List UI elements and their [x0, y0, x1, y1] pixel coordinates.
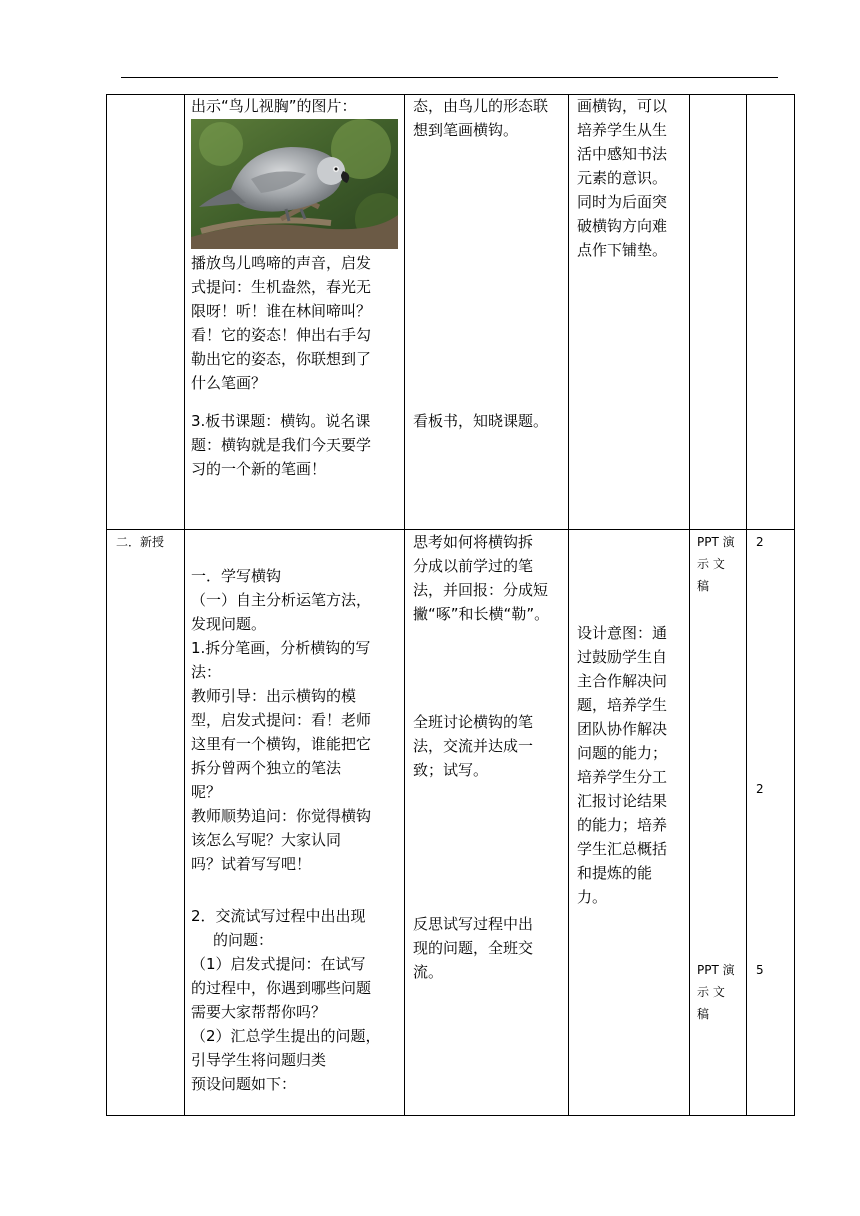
student-response-2: 全班讨论横钩的笔 法，交流并达成一 致；试写。	[413, 713, 534, 779]
student-activity: 态，由鸟儿的形态联 想到笔画横钩。	[413, 97, 549, 139]
column-divider	[746, 94, 747, 1116]
student-response-3: 反思试写过程中出 现的问题，全班交 流。	[413, 915, 534, 981]
table-border-bottom	[106, 1115, 795, 1116]
design-intent-2: 设计意图：通 过鼓励学生自 主合作解决问 题，培养学生 团队协作解决 问题的能力； 培养学生分工 汇报讨论结果 的能力；培养 学生汇总概括 和提炼的能 力。	[577, 624, 668, 906]
activity-step-3: 3.板书课题：横钩。说名课 题：横钩就是我们今天要学 习的一个新的笔画！	[191, 412, 372, 478]
table-border-right	[794, 94, 795, 1116]
activity-text: 播放鸟儿鸣啼的声音，启发 式提问：生机盎然，春光无 限呀！听！谁在林间啼叫？ 看！它的姿态！伸出右手勾 勒出它的姿态，你联想到了 什么笔画？	[191, 254, 372, 392]
table-border-left	[106, 94, 107, 1116]
media-ppt-2: PPT 演 示 文 稿	[697, 963, 735, 1021]
teacher-activity: 一．学写横钩 （一）自主分析运笔方法， 发现问题。 1.拆分笔画，分析横钩的写 法： 教师引导：出示横钩的模 型，启发式提问：看！老师 这里有一个横钩，谁能把它 拆分曾两个独立的笔法 呢？ 教师顺势追问：你觉得横钩 该怎么写呢？大家认同 吗？试着写写吧！	[191, 567, 372, 873]
column-divider	[184, 94, 185, 1116]
section-label: 二．新授	[116, 535, 165, 549]
teacher-activity-step-2: 2．交流试写过程中出出现 的问题： （1）启发式提问：在试写 的过程中，你遇到哪些问题 需要大家帮帮你吗？ （2）汇总学生提出的问题， 引导学生将问题归类 预设问题如下：	[191, 907, 381, 1093]
design-intent: 画横钩，可以 培养学生从生 活中感知书法 元素的意识。 同时为后面突 破横钩方向难 点作下铺垫。	[577, 97, 668, 259]
header-rule	[121, 77, 778, 78]
column-divider	[689, 94, 690, 1116]
time-minutes-2: 2	[756, 782, 764, 796]
column-divider	[404, 94, 405, 1116]
column-divider	[568, 94, 569, 1116]
media-ppt-1: PPT 演 示 文 稿	[697, 535, 735, 593]
student-response-1: 思考如何将横钩拆 分成以前学过的笔 法，并回报：分成短 撇“啄”和长横“勒”。	[413, 533, 550, 623]
lesson-plan-table	[106, 94, 795, 1116]
time-minutes-1: 2	[756, 535, 764, 549]
parrot-photo	[191, 119, 398, 249]
student-activity-step-3: 看板书，知晓课题。	[413, 412, 549, 430]
image-caption: 出示“鸟儿视胸”的图片：	[191, 97, 357, 115]
time-minutes-3: 5	[756, 963, 764, 977]
